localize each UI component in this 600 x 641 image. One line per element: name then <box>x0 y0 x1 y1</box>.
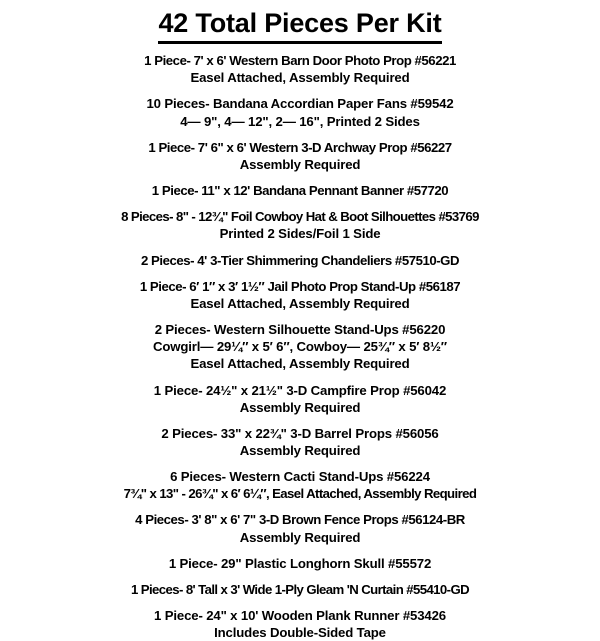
kit-item-line: 1 Piece- 29" Plastic Longhorn Skull #55572 <box>168 555 432 571</box>
kit-item-bandana-accordian-paper-fans <box>6 95 594 129</box>
kit-item-line: 2 Pieces- Western Silhouette Stand-Ups #56220 <box>154 322 446 338</box>
kit-item-3d-barrel-props <box>6 425 594 459</box>
kit-item-line: 7¾" x 13" - 26¾" x 6′ 6¼″, Easel Attached, Assembly Required <box>123 486 477 502</box>
kit-item-line: Assembly Required <box>239 442 361 458</box>
kit-item-line: Assembly Required <box>239 529 361 545</box>
kit-item-line: Printed 2 Sides/Foil 1 Side <box>219 226 381 242</box>
kit-item-foil-cowboy-hat-boot-silhouettes <box>6 208 594 242</box>
kit-item-line: Cowgirl— 29¼″ x 5′ 6″, Cowboy— 25¾″ x 5′ 8½″ <box>153 339 447 355</box>
kit-item-gleam-n-curtain <box>6 581 594 598</box>
kit-item-jail-photo-prop-stand-up <box>6 278 594 312</box>
kit-item-3-tier-shimmering-chandeliers <box>6 252 594 269</box>
kit-item-line: 1 Piece- 24½" x 21½" 3-D Campfire Prop #56042 <box>153 382 447 398</box>
kit-item-wooden-plank-runner <box>6 607 594 641</box>
kit-item-western-silhouette-stand-ups <box>6 321 594 372</box>
kit-item-line: Easel Attached, Assembly Required <box>190 295 410 311</box>
kit-item-line: 10 Pieces- Bandana Accordian Paper Fans #59542 <box>146 96 454 112</box>
kit-item-western-3d-archway-prop <box>6 139 594 173</box>
kit-item-line: Easel Attached, Assembly Required <box>190 356 410 372</box>
kit-item-western-barn-door-photo-prop <box>6 52 594 86</box>
kit-item-line: Includes Double-Sided Tape <box>214 625 386 641</box>
kit-item-line: 8 Pieces- 8" - 12¾" Foil Cowboy Hat & Boot Silhouettes #53769 <box>121 209 479 225</box>
kit-item-3d-campfire-prop <box>6 382 594 416</box>
page-title: 42 Total Pieces Per Kit <box>158 9 441 44</box>
kit-item-line: Assembly Required <box>239 399 361 415</box>
kit-item-western-cacti-stand-ups <box>6 468 594 502</box>
kit-item-3d-brown-fence-props <box>6 511 594 545</box>
kit-item-line: 1 Pieces- 8' Tall x 3' Wide 1-Ply Gleam 'N Curtain #55410-GD <box>130 581 470 597</box>
kit-item-line: 1 Piece- 6′ 1″ x 3′ 1½″ Jail Photo Prop Stand-Up #56187 <box>139 278 461 294</box>
kit-item-line: 2 Pieces- 33" x 22¾" 3-D Barrel Props #56056 <box>161 425 439 441</box>
kit-item-line: 1 Piece- 7' x 6' Western Barn Door Photo Prop #56221 <box>144 53 456 69</box>
kit-item-line: 1 Piece- 11" x 12' Bandana Pennant Banner #57720 <box>151 183 449 199</box>
kit-item-line: Assembly Required <box>239 156 361 172</box>
kit-item-line: 1 Piece- 24" x 10' Wooden Plank Runner #53426 <box>154 608 446 624</box>
kit-item-plastic-longhorn-skull <box>6 555 594 572</box>
kit-item-line: 6 Pieces- Western Cacti Stand-Ups #56224 <box>170 469 430 485</box>
kit-item-line: 4— 9", 4— 12", 2— 16", Printed 2 Sides <box>180 113 420 129</box>
kit-item-line: Easel Attached, Assembly Required <box>190 70 410 86</box>
kit-item-line: 1 Piece- 7' 6" x 6' Western 3-D Archway Prop #56227 <box>148 139 452 155</box>
kit-item-line: 4 Pieces- 3' 8" x 6' 7" 3-D Brown Fence Props #56124-BR <box>135 512 465 528</box>
kit-item-line: 2 Pieces- 4' 3-Tier Shimmering Chandeliers #57510-GD <box>140 252 460 268</box>
kit-items-list <box>6 52 594 641</box>
kit-item-bandana-pennant-banner <box>6 182 594 199</box>
